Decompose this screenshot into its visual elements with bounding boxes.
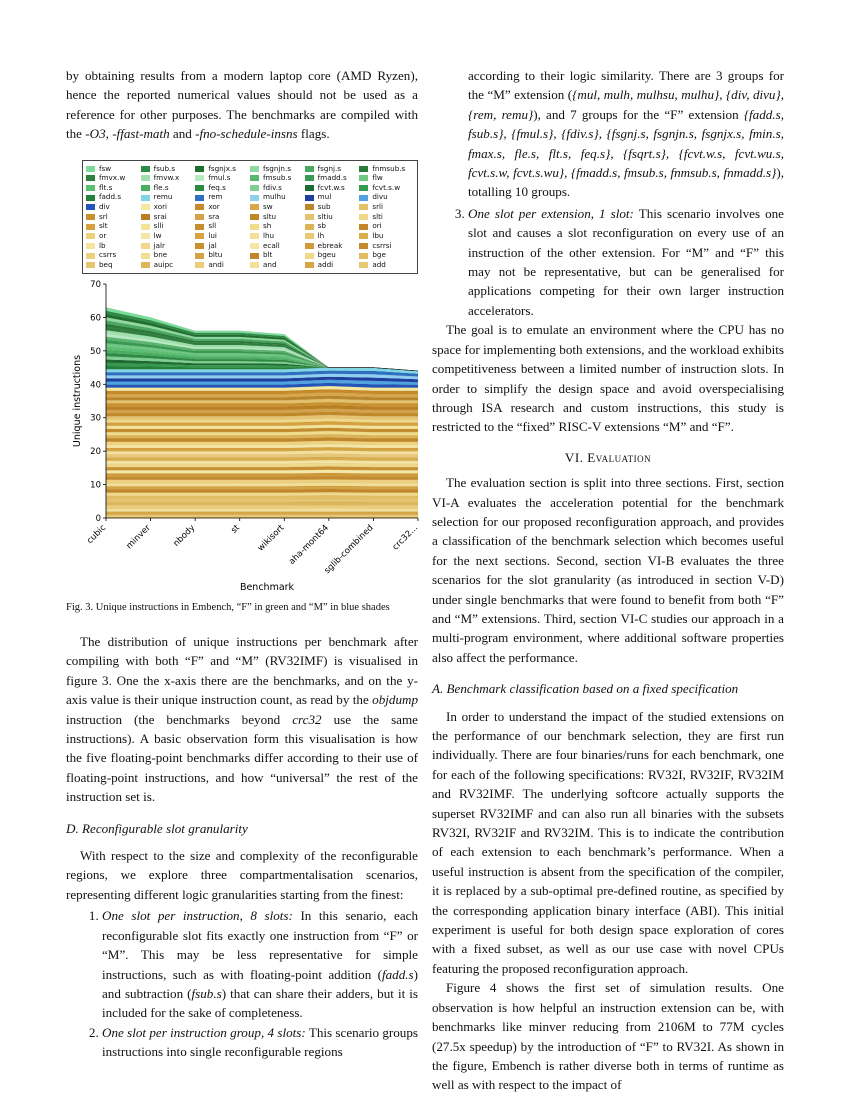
- legend-item: [305, 251, 360, 261]
- legend-label: lw: [153, 231, 162, 240]
- legend-label: bltu: [208, 250, 223, 260]
- x-tick-label: cubic: [85, 523, 109, 547]
- legend-label: lbu: [372, 231, 384, 240]
- legend-swatch: [141, 214, 150, 220]
- y-tick-label: 0: [95, 514, 101, 524]
- legend-item: [305, 203, 360, 213]
- legend-swatch: [195, 262, 204, 268]
- legend-swatch: [359, 204, 368, 210]
- scenario-item-2: 2. One slot per instruction group, 4 slots: This scenario groups instructions into single reconfigurable regions: [102, 1023, 418, 1062]
- legend-label: bne: [153, 250, 168, 260]
- legend-label: sw: [263, 202, 273, 212]
- legend-item: [195, 203, 250, 213]
- x-tick-label: minver: [124, 523, 153, 552]
- legend-item: [195, 241, 250, 251]
- legend-label: sltu: [263, 212, 277, 221]
- legend-swatch: [359, 243, 368, 249]
- legend-item: [195, 212, 250, 222]
- scenario-item-3: 3. One slot per extension, 1 slot: This scenario involves one slot and causes a slot reconfiguration on every use of an instruction of the other extension. For “M” and “F” this may not be representative, but can be generalised for applications competing for their own larger instruction accelerators.: [468, 204, 784, 320]
- legend-item: [86, 241, 141, 251]
- legend-swatch: [86, 195, 95, 201]
- legend-item: [359, 260, 414, 270]
- legend-label: flt.s: [99, 183, 113, 192]
- legend-label: srli: [372, 202, 384, 212]
- legend-swatch: [86, 233, 95, 239]
- legend-label: slt: [99, 221, 108, 231]
- legend-label: fmul.s: [208, 173, 231, 183]
- legend-label: fcvt.w.s: [317, 183, 345, 192]
- legend-swatch: [195, 166, 204, 172]
- legend-swatch: [359, 175, 368, 181]
- legend-item: [250, 203, 305, 213]
- legend-label: jalr: [153, 241, 166, 250]
- legend-item: [359, 183, 414, 193]
- legend-swatch: [359, 195, 368, 201]
- legend-swatch: [141, 195, 150, 201]
- legend-label: lb: [99, 241, 106, 250]
- chart-legend: [82, 160, 418, 274]
- legend-item: [359, 193, 414, 203]
- legend-label: jal: [208, 241, 217, 250]
- legend-item: [195, 164, 250, 174]
- scenario-item-1: 1. One slot per instruction, 8 slots: In this senario, each reconfigurable slot fits exactly one instruction from “F” or “M”. This may be less representative for simple instructions, such as with floating-point addition (fadd.s) and subtraction (fsub.s) that can share their adders, but it is included for the sake of completeness.: [102, 906, 418, 1022]
- x-tick-label: aha-mont64: [287, 523, 331, 567]
- legend-swatch: [141, 166, 150, 172]
- legend-swatch: [195, 214, 204, 220]
- legend-label: fle.s: [153, 183, 169, 192]
- legend-label: fmvx.w: [99, 173, 126, 183]
- legend-label: andi: [208, 260, 224, 269]
- legend-label: flw: [372, 173, 383, 183]
- legend-label: beq: [99, 260, 113, 269]
- legend-item: [86, 231, 141, 241]
- legend-label: fsw: [99, 164, 112, 173]
- legend-item: [359, 203, 414, 213]
- legend-item: [141, 260, 196, 270]
- legend-item: [305, 193, 360, 203]
- scenario-list-continued: [432, 204, 784, 320]
- legend-swatch: [305, 204, 314, 210]
- legend-label: srai: [153, 212, 167, 221]
- legend-label: slli: [153, 221, 164, 231]
- legend-swatch: [141, 262, 150, 268]
- legend-swatch: [86, 185, 95, 191]
- y-axis-title: Unique instructions: [72, 354, 83, 448]
- legend-item: [305, 260, 360, 270]
- legend-label: and: [263, 260, 277, 269]
- y-tick-label: 50: [90, 346, 101, 357]
- right-column: [432, 66, 784, 1095]
- legend-swatch: [305, 185, 314, 191]
- legend-swatch: [359, 166, 368, 172]
- legend-swatch: [305, 224, 314, 230]
- legend-item: [359, 251, 414, 261]
- legend-label: lui: [208, 231, 217, 240]
- legend-item: [86, 203, 141, 213]
- legend-label: csrrs: [99, 250, 117, 260]
- legend-swatch: [141, 253, 150, 259]
- legend-swatch: [141, 185, 150, 191]
- legend-label: sll: [208, 221, 217, 231]
- legend-swatch: [359, 185, 368, 191]
- legend-label: fsub.s: [153, 164, 176, 173]
- legend-swatch: [250, 204, 259, 210]
- figure-caption: Fig. 3. Unique instructions in Embench, “F” in green and “M” in blue shades: [66, 602, 390, 613]
- legend-label: xor: [208, 202, 220, 212]
- legend-item: [195, 222, 250, 232]
- paragraph-evaluation: The evaluation section is split into three sections. First, section VI-A evaluates the acceleration potential for the benchmark selection for our proposed reconfiguration approach, and provides a classification of the benchmark selection which becomes useful for the next sections. Second, section VI-B evaluates the three scenarios for the slot granularity (as introduced in section V-D) under single benchmarks that were found to benefit from both “F” and “M” extensions. Third, section VI-C studies our approach in a multi-program environment, where additional software properties also affect the performance.: [432, 475, 784, 665]
- left-column-body: [66, 632, 418, 1062]
- legend-label: sh: [263, 221, 272, 231]
- legend-label: add: [372, 260, 386, 269]
- legend-swatch: [195, 204, 204, 210]
- legend-swatch: [86, 204, 95, 210]
- subsection-a-heading: A. Benchmark classification based on a fixed specification: [432, 681, 739, 697]
- legend-item: [359, 174, 414, 184]
- legend-item: [86, 222, 141, 232]
- legend-swatch: [250, 243, 259, 249]
- legend-swatch: [305, 214, 314, 220]
- legend-item: [250, 193, 305, 203]
- legend-swatch: [250, 195, 259, 201]
- legend-item: [195, 260, 250, 270]
- stacked-area-chart: [68, 276, 424, 626]
- legend-swatch: [250, 214, 259, 220]
- legend-label: lh: [317, 231, 325, 240]
- legend-swatch: [359, 214, 368, 220]
- legend-swatch: [86, 224, 95, 230]
- paragraph-classification: In order to understand the impact of the studied extensions on the performance of our benchmark selection, they are first run individually. There are four binaries/runs for each benchmark, one for each of the following specifications: RV32I, RV32IF, RV32IM and RV32IMF. The underlying softcore actually supports the superset RV32IMF and can also run all binaries with the subsets RV32I, RV32IF and RV32IM. This is to indicate the contribution of each extension to each benchmark’s performance. When a useful instruction is absent from the specification of the compiler, it is replaced by a sub-optimal pre-defined routine, as specified by the corresponding application binary interface (ABI). This initial experiment is useful for both design space exploration of cores with a fixed subset, as well as our use case with novel CPUs featuring the proposed reconfiguration approach.: [432, 708, 784, 976]
- x-tick-label: sglib-combined: [322, 523, 376, 577]
- area-layer-andi: [106, 505, 418, 508]
- area-layer-beq: [106, 499, 418, 502]
- legend-item: [250, 251, 305, 261]
- paragraph-goal: The goal is to emulate an environment where the CPU has no space for implementing both extensions, and the workload exhibits competitiveness between a limited number of instruction slots. In order to simplify the design space and avoid overspecialising through ISA research and custom instructions, this study is restricted to the “fixed” RISC-V extensions “M” and “F”.: [432, 322, 784, 435]
- legend-item: [250, 241, 305, 251]
- paragraph-figure4: Figure 4 shows the first set of simulation results. One observation is how helpful an instruction extension can be, with benchmarks like minver reducing from 2106M to 77M cycles (27.5x speedup) by the introduction of “F” to RV32I. As shown in the figure, Embench is rather diverse both in terms of runtime as well as with respect to the impact of: [432, 980, 784, 1093]
- area-layer-auipc: [106, 502, 418, 505]
- legend-item: [305, 231, 360, 241]
- paragraph-distribution: The distribution of unique instructions per benchmark after compiling with both “F” and “M” (RV32IMF) is visualised in figure 3. One the x-axis there are the benchmarks, and on the y-axis value is their unique instruction count, as read by the objdump instruction (the benchmarks beyond crc32 use the same instructions). A basic observation form this visualisation is how the five floating-point benchmarks differ according to their use of floating-point instructions, and how “universal” the rest of the instruction set is.: [66, 634, 418, 805]
- legend-label: slti: [372, 212, 383, 221]
- legend-swatch: [141, 233, 150, 239]
- legend-swatch: [250, 224, 259, 230]
- legend-label: bge: [372, 250, 386, 260]
- legend-item: [359, 222, 414, 232]
- legend-label: mul: [317, 192, 332, 202]
- legend-label: ebreak: [317, 241, 343, 250]
- legend-swatch: [195, 185, 204, 191]
- legend-label: rem: [208, 192, 223, 202]
- legend-swatch: [305, 166, 314, 172]
- y-tick-label: 30: [90, 413, 101, 424]
- legend-item: [359, 164, 414, 174]
- legend-swatch: [195, 243, 204, 249]
- legend-swatch: [305, 262, 314, 268]
- legend-item: [305, 222, 360, 232]
- legend-item: [250, 183, 305, 193]
- legend-swatch: [195, 253, 204, 259]
- legend-swatch: [195, 195, 204, 201]
- legend-item: [141, 212, 196, 222]
- x-tick-label: st: [229, 523, 242, 536]
- x-tick-label: wikisort: [255, 523, 287, 554]
- legend-item: [305, 164, 360, 174]
- legend-item: [86, 174, 141, 184]
- legend-label: auipc: [153, 260, 174, 269]
- legend-swatch: [195, 233, 204, 239]
- scenario-item-2-continued: according to their logic similarity. There are 3 groups for the “M” extension ({mul, mulh, mulhsu, mulhu}, {div, divu}, {rem, remu}), and 7 groups for the “F” extension {fadd.s, fsub.s}, {fmul.s}, {fdiv.s}, {fsgnj.s, fsgnjn.s, fsgnjx.s, fmin.s, fmax.s, fle.s, flt.s, feq.s}, {fsqrt.s}, {fcvt.w.s, fcvt.wu.s, fcvt.s.w, fcvt.s.wu}, {fmadd.s, fmsub.s, fnmsub.s, fnmadd.s}), totalling 10 groups.: [468, 68, 784, 200]
- legend-item: [250, 174, 305, 184]
- area-layer-add: [106, 515, 418, 518]
- legend-item: [305, 174, 360, 184]
- legend-label: sltiu: [317, 212, 333, 221]
- legend-swatch: [250, 253, 259, 259]
- y-tick-label: 10: [90, 480, 101, 491]
- legend-swatch: [359, 253, 368, 259]
- legend-swatch: [305, 243, 314, 249]
- legend-item: [250, 164, 305, 174]
- legend-item: [250, 222, 305, 232]
- legend-swatch: [86, 166, 95, 172]
- legend-label: divu: [372, 192, 388, 202]
- x-axis-title: Benchmark: [239, 582, 295, 593]
- x-tick-label: crc32...: [390, 523, 421, 553]
- section-vi-heading: VI. Evaluation: [564, 449, 652, 465]
- scenario-list: [66, 906, 418, 1061]
- y-tick-label: 60: [90, 313, 101, 324]
- legend-item: [250, 260, 305, 270]
- legend-label: feq.s: [208, 183, 226, 192]
- intro-paragraph: by obtaining results from a modern laptop core (AMD Ryzen), hence the reported numerical values should not be used as a reference for other purposes. The benchmarks are compiled with the -O3, -ffast-math and -fno-schedule-insns flags.: [66, 68, 418, 142]
- legend-swatch: [86, 175, 95, 181]
- legend-swatch: [141, 175, 150, 181]
- legend-label: xori: [153, 202, 168, 212]
- legend-label: fmadd.s: [317, 173, 347, 183]
- legend-swatch: [141, 243, 150, 249]
- legend-item: [141, 193, 196, 203]
- legend-label: sb: [317, 221, 326, 231]
- legend-item: [250, 231, 305, 241]
- legend-item: [86, 251, 141, 261]
- legend-swatch: [86, 262, 95, 268]
- legend-swatch: [141, 204, 150, 210]
- legend-label: srl: [99, 212, 108, 221]
- legend-swatch: [195, 224, 204, 230]
- legend-item: [141, 241, 196, 251]
- left-column-top: [66, 66, 418, 144]
- x-tick-label: nbody: [171, 523, 198, 549]
- legend-swatch: [250, 166, 259, 172]
- legend-swatch: [250, 262, 259, 268]
- y-tick-label: 40: [90, 380, 101, 391]
- legend-label: fsgnjn.s: [263, 164, 291, 173]
- area-layer-bge: [106, 496, 418, 499]
- legend-item: [141, 251, 196, 261]
- legend-grid: [86, 164, 414, 270]
- legend-item: [250, 212, 305, 222]
- legend-label: blt: [263, 250, 273, 260]
- legend-item: [86, 193, 141, 203]
- legend-label: lhu: [263, 231, 275, 240]
- legend-item: [141, 164, 196, 174]
- legend-label: ori: [372, 221, 382, 231]
- legend-swatch: [305, 233, 314, 239]
- legend-swatch: [305, 195, 314, 201]
- legend-swatch: [305, 253, 314, 259]
- y-tick-label: 20: [90, 447, 101, 458]
- legend-swatch: [359, 224, 368, 230]
- legend-item: [359, 231, 414, 241]
- legend-item: [141, 222, 196, 232]
- legend-label: fmsub.s: [263, 173, 292, 183]
- paragraph-granularity: With respect to the size and complexity of the reconfigurable regions, we explore three compartmentalisation scenarios, representing different logic granularities starting from the finest:: [66, 848, 418, 902]
- legend-item: [195, 174, 250, 184]
- legend-item: [195, 231, 250, 241]
- legend-item: [141, 203, 196, 213]
- legend-swatch: [250, 233, 259, 239]
- legend-item: [359, 241, 414, 251]
- legend-label: remu: [153, 192, 173, 202]
- legend-item: [141, 231, 196, 241]
- legend-swatch: [305, 175, 314, 181]
- y-tick-label: 70: [90, 280, 101, 290]
- legend-label: or: [99, 231, 107, 240]
- legend-label: sub: [317, 202, 331, 212]
- legend-label: div: [99, 202, 110, 212]
- legend-label: addi: [317, 260, 334, 269]
- area-layer-addi: [106, 512, 418, 515]
- legend-label: fcvt.s.w: [372, 183, 401, 192]
- legend-item: [86, 260, 141, 270]
- legend-item: [141, 183, 196, 193]
- legend-item: [195, 251, 250, 261]
- legend-item: [305, 212, 360, 222]
- legend-swatch: [359, 233, 368, 239]
- legend-label: bgeu: [317, 250, 336, 260]
- legend-label: ecall: [263, 241, 280, 250]
- legend-swatch: [250, 185, 259, 191]
- legend-label: csrrsi: [372, 241, 392, 250]
- area-layer-and: [106, 508, 418, 511]
- legend-label: fadd.s: [99, 192, 122, 202]
- legend-item: [359, 212, 414, 222]
- legend-swatch: [141, 224, 150, 230]
- legend-item: [141, 174, 196, 184]
- legend-label: fsgnjx.s: [208, 164, 237, 173]
- legend-swatch: [86, 253, 95, 259]
- legend-label: fdiv.s: [263, 183, 282, 192]
- legend-label: fmvw.x: [153, 173, 180, 183]
- legend-label: fnmsub.s: [372, 164, 406, 173]
- figure-3: [68, 152, 424, 624]
- legend-item: [305, 241, 360, 251]
- subsection-d-heading: D. Reconfigurable slot granularity: [66, 820, 248, 836]
- legend-item: [86, 164, 141, 174]
- legend-swatch: [86, 243, 95, 249]
- legend-item: [86, 183, 141, 193]
- legend-swatch: [250, 175, 259, 181]
- legend-item: [305, 183, 360, 193]
- legend-swatch: [86, 214, 95, 220]
- legend-item: [195, 183, 250, 193]
- legend-item: [195, 193, 250, 203]
- legend-label: mulhu: [263, 192, 286, 202]
- legend-item: [86, 212, 141, 222]
- legend-swatch: [359, 262, 368, 268]
- legend-label: fsgnj.s: [317, 164, 342, 173]
- legend-swatch: [195, 175, 204, 181]
- legend-label: sra: [208, 212, 220, 221]
